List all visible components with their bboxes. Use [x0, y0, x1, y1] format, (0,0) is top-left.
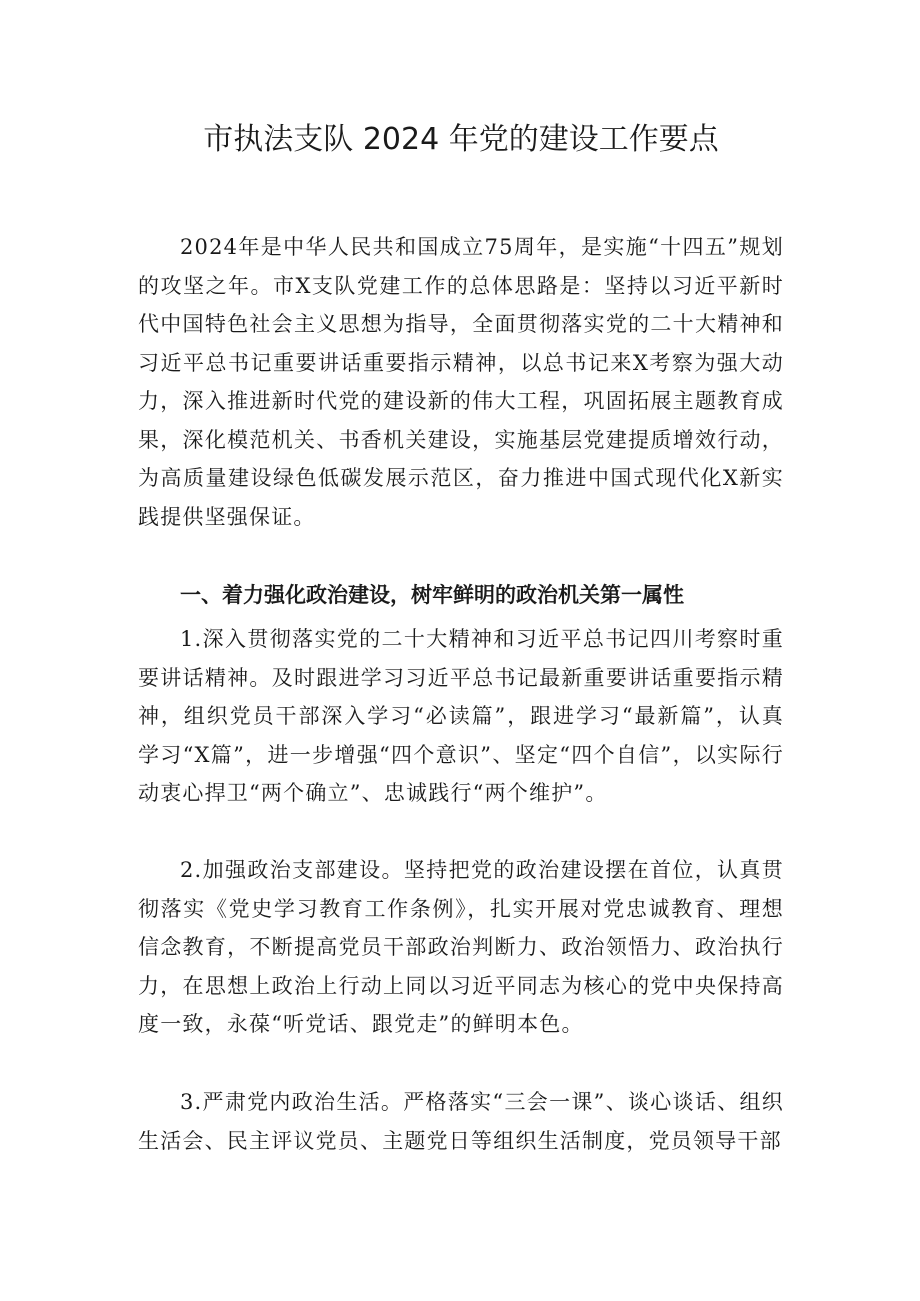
section-item-3: 3.严肃党内政治生活。严格落实“三会一课”、谈心谈话、组织生活会、民主评议党员、主题党日等组织生活制度，党员领导干部 — [138, 1090, 784, 1153]
intro-paragraph: 2024年是中华人民共和国成立75周年，是实施“十四五”规划的攻坚之年。市X支队党建工作的总体思路是：坚持以习近平新时代中国特色社会主义思想为指导，全面贯彻落实党的二十大精神和习近平总书记重要讲话重要指示精神，以总书记来X考察为强大动力，深入推进新时代党的建设新的伟大工程，巩固拓展主题教育成果，深化模范机关、书香机关建设，实施基层党建提质增效行动，为高质量建设绿色低碳发展示范区，奋力推进中国式现代化X新实践提供坚强保证。 — [138, 235, 784, 529]
section-item-1: 1.深入贯彻落实党的二十大精神和习近平总书记四川考察时重要讲话精神。及时跟进学习习近平总书记最新重要讲话重要指示精神，组织党员干部深入学习“必读篇”，跟进学习“最新篇”，认真学习“X篇”，进一步增强“四个意识”、坚定“四个自信”，以实际行动衷心捍卫“两个确立”、忠诚践行“两个维护”。 — [138, 627, 784, 805]
section-item-2: 2.加强政治支部建设。坚持把党的政治建设摆在首位，认真贯彻落实《党史学习教育工作条例》，扎实开展对党忠诚教育、理想信念教育，不断提高党员干部政治判断力、政治领悟力、政治执行力，在思想上政治上行动上同以习近平同志为核心的党中央保持高度一致，永葆“听党话、跟党走”的鲜明本色。 — [138, 858, 784, 1036]
section-heading: 一、着力强化政治建设，树牢鲜明的政治机关第一属性 — [180, 583, 684, 607]
document-title: 市执法支队 2024 年党的建设工作要点 — [203, 122, 719, 157]
